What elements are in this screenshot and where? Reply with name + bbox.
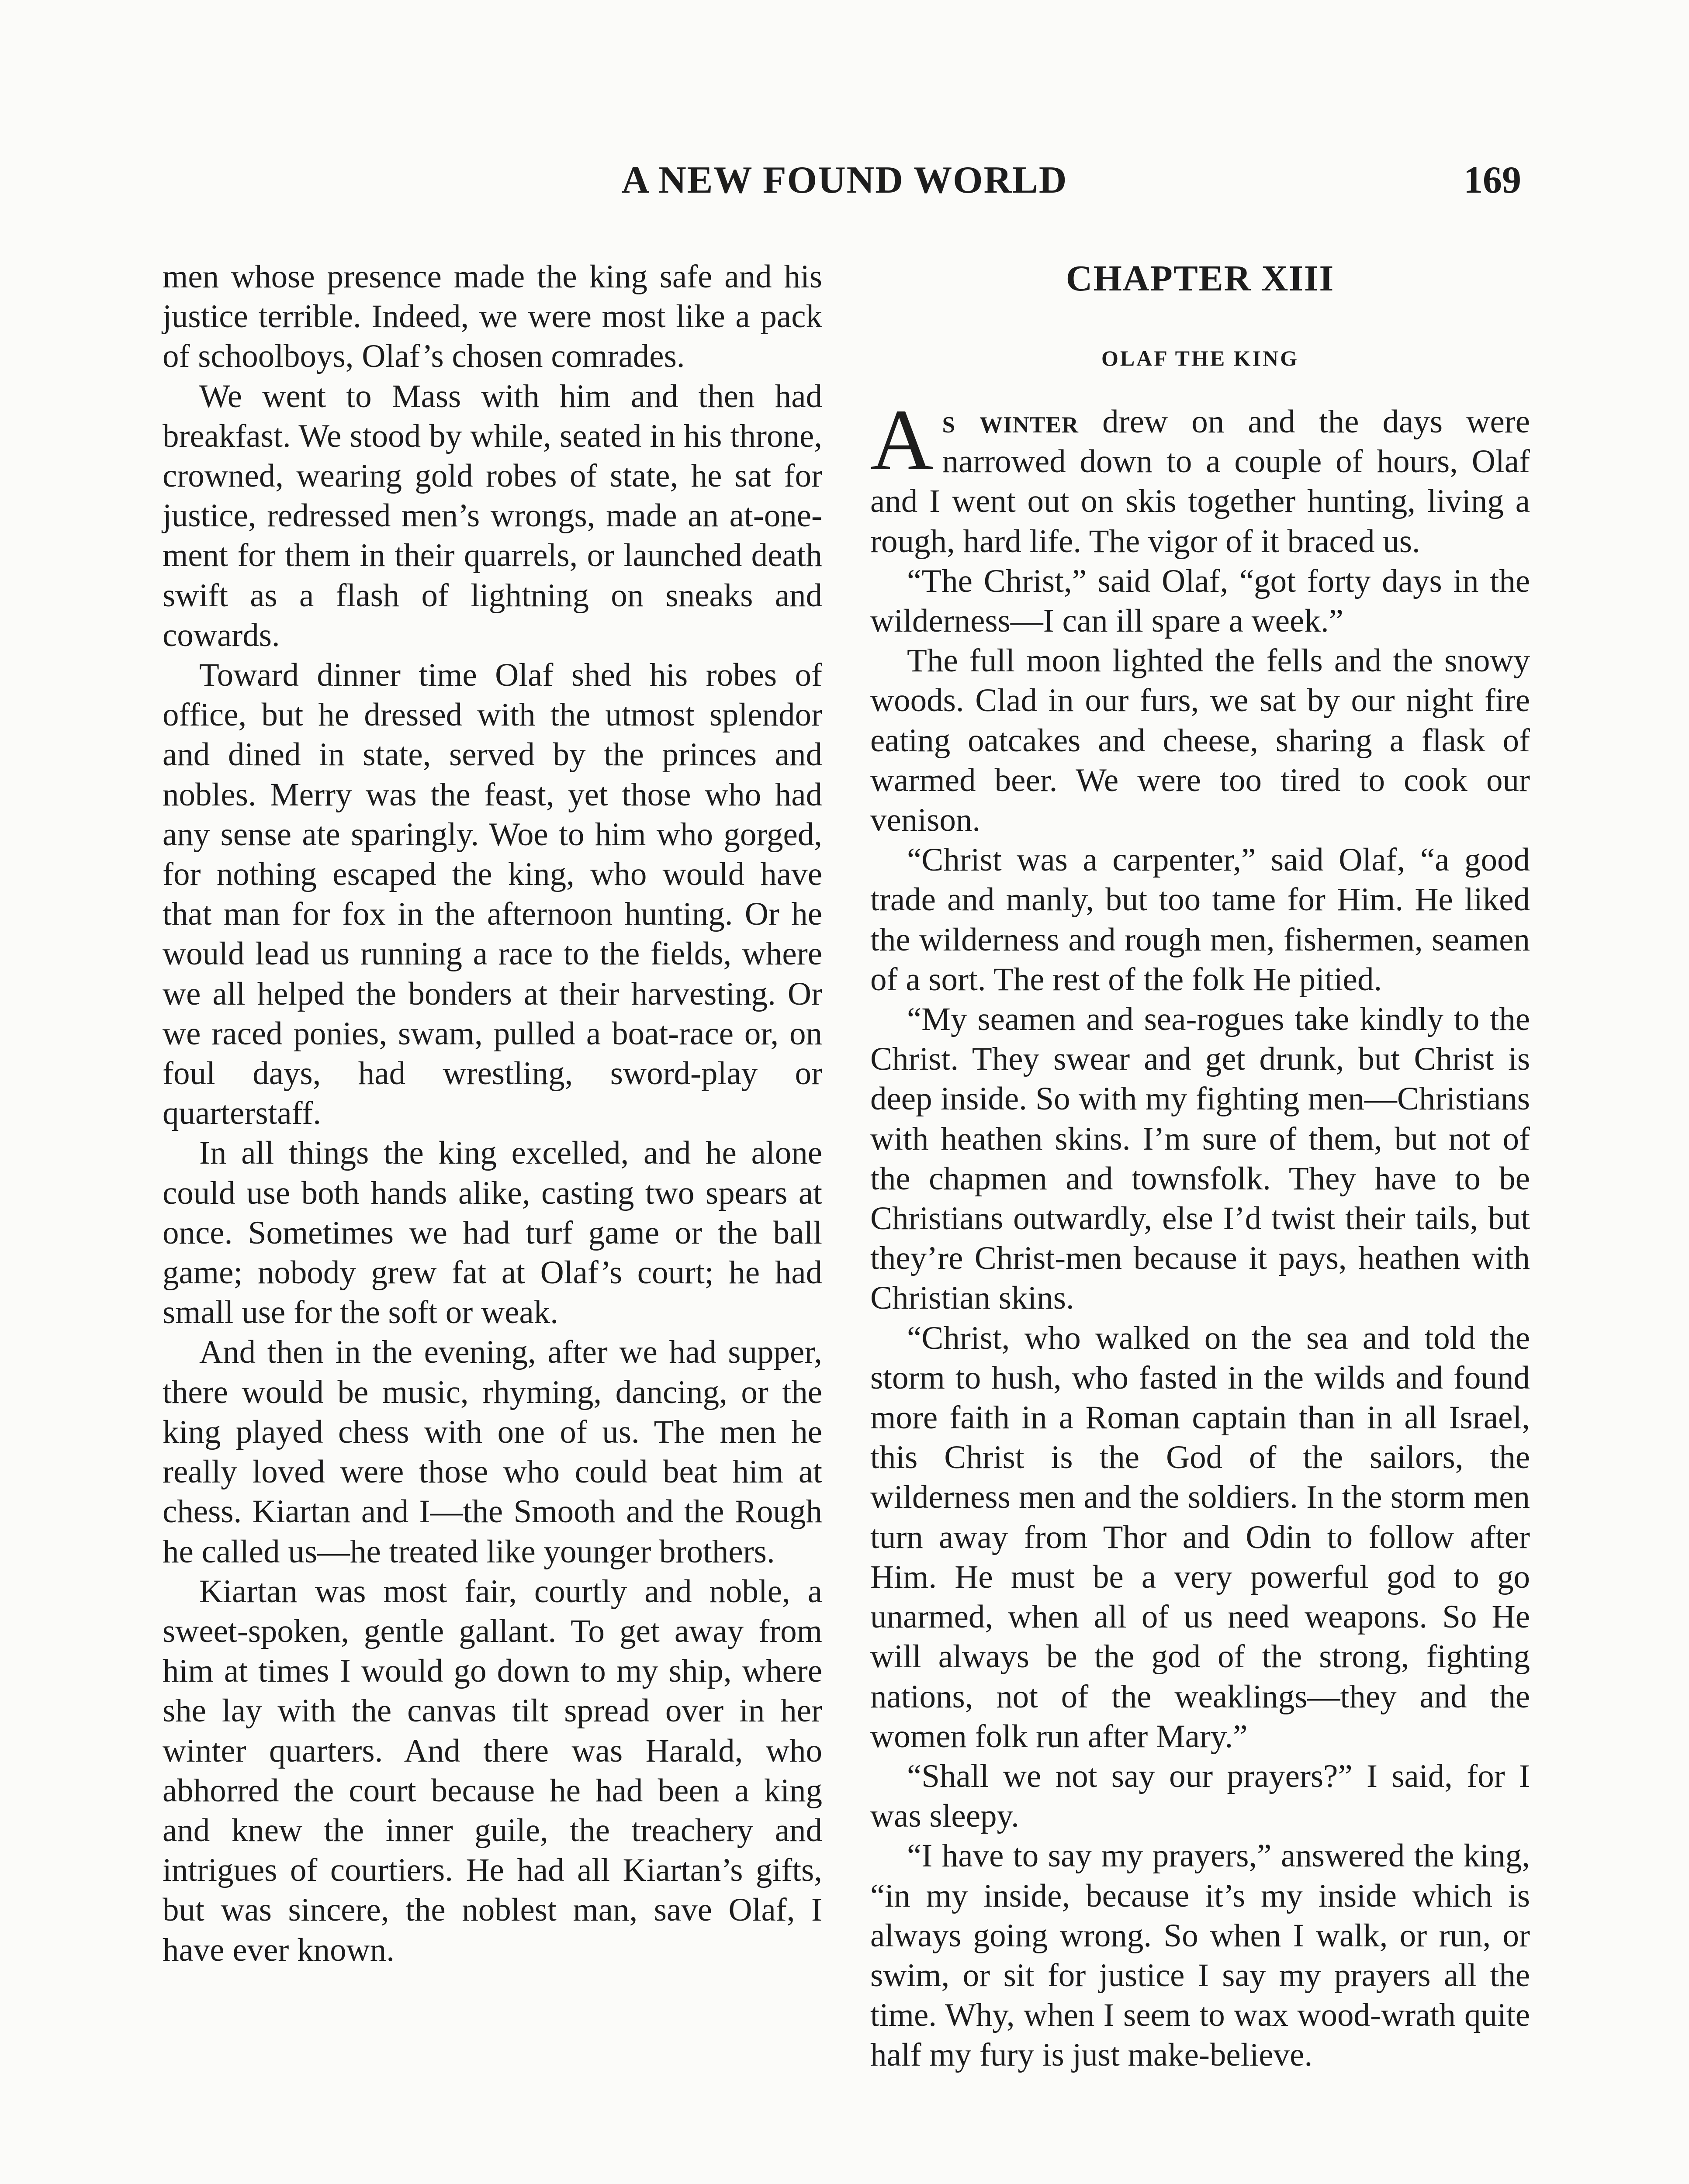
opening-lead: s winter bbox=[942, 404, 1079, 440]
chapter-title: CHAPTER XIII bbox=[1066, 258, 1335, 299]
page-number: 169 bbox=[1464, 159, 1521, 201]
paragraph: “I have to say my prayers,” answered the king, “in my inside, because it’s my inside which is always going wrong. So when I walk, or run, or swim, or sit for justice I say my prayers all the time. Why, when I seem to wax wood-wrath quite half my fury is just make-believe. bbox=[870, 1838, 1530, 2073]
left-column bbox=[163, 257, 822, 1970]
paragraph: “Christ, who walked on the sea and told the storm to hush, who fasted in the wilds and found more faith in a Roman captain than in all Israel, this Christ is the God of the sailors, the wilderness men and the soldiers. In the storm men turn away from Thor and Odin to follow after Him. He must be a very powerful god to go unarmed, when all of us need weapons. So He will always be the god of the strong, fighting nations, not of the weaklings—they and the women folk run after Mary.” bbox=[870, 1320, 1530, 1755]
drop-cap: A bbox=[870, 392, 934, 488]
running-title: A NEW FOUND WORLD bbox=[621, 159, 1068, 201]
paragraph: “Christ was a carpenter,” said Olaf, “a good trade and manly, but too tame for Him. He liked the wilderness and rough men, fishermen, seamen of a sort. The rest of the folk He pitied. bbox=[870, 842, 1530, 998]
paragraph: “My seamen and sea-rogues take kindly to the Christ. They swear and get drunk, but Christ is deep inside. So with my fighting men—Christians with heathen skins. I’m sure of them, but not of the chapmen and townsfolk. They have to be Christians outwardly, else I’d twist their tails, but they’re Christ-men because it pays, heathen with Christian skins. bbox=[870, 1001, 1530, 1317]
paragraph: “The Christ,” said Olaf, “got forty days in the wilderness—I can ill spare a week.” bbox=[870, 563, 1530, 639]
paragraph: The full moon lighted the fells and the snowy woods. Clad in our furs, we sat by our night fire eating oatcakes and cheese, sharing a flask of warmed beer. We were too tired to cook our venison. bbox=[870, 643, 1530, 839]
paragraph: We went to Mass with him and then had breakfast. We stood by while, seated in his throne, crowned, wearing gold robes of state, he sat for justice, redressed men’s wrongs, made an at-one-ment for them in their quarrels, or launched death swift as a flash of lightning on sneaks and cowards. bbox=[163, 378, 822, 653]
paragraph: Toward dinner time Olaf shed his robes of office, but he dressed with the utmost splendor and dined in state, served by the princes and nobles. Merry was the feast, yet those who had any sense ate sparingly. Woe to him who gorged, for nothing escaped the king, who would have that man for fox in the afternoon hunting. Or he would lead us running a race to the fields, where we all helped the bonders at their harvesting. Or we raced ponies, swam, pulled a boat-race or, on foul days, had wrestling, sword-play or quarterstaff. bbox=[163, 657, 822, 1132]
paragraph: And then in the evening, after we had supper, there would be music, rhyming, dancing, or the king played chess with one of us. The men he really loved were those who could beat him at chess. Kiartan and I—the Smooth and the Rough he called us—he treated like younger brothers. bbox=[163, 1334, 822, 1570]
running-head bbox=[0, 158, 1689, 211]
right-column bbox=[870, 257, 1530, 2075]
chapter-subtitle: OLAF THE KING bbox=[1101, 346, 1299, 370]
paragraph: men whose presence made the king safe and his justice terrible. Indeed, we were most like a pack of schoolboys, Olaf’s chosen comrades. bbox=[163, 259, 822, 375]
paragraph: “Shall we not say our prayers?” I said, for I was sleepy. bbox=[870, 1758, 1530, 1835]
opening-text: drew on and the days were narrowed down to a couple of hours, Olaf and I went out on skis together hunting, living a rough, hard life. The vigor of it braced us. bbox=[870, 404, 1530, 560]
paragraph: Kiartan was most fair, courtly and noble, a sweet-spoken, gentle gallant. To get away from him at times I would go down to my ship, where she lay with the canvas tilt spread over in her winter quarters. And there was Harald, who abhorred the court because he had been a king and knew the inner guile, the treachery and intrigues of courtiers. He had all Kiartan’s gifts, but was sincere, the noblest man, save Olaf, I have ever known. bbox=[163, 1573, 822, 1968]
paragraph: In all things the king excelled, and he alone could use both hands alike, casting two spears at once. Sometimes we had turf game or the ball game; nobody grew fat at Olaf’s court; he had small use for the soft or weak. bbox=[163, 1135, 822, 1331]
chapter-opening-paragraph bbox=[870, 392, 1530, 561]
